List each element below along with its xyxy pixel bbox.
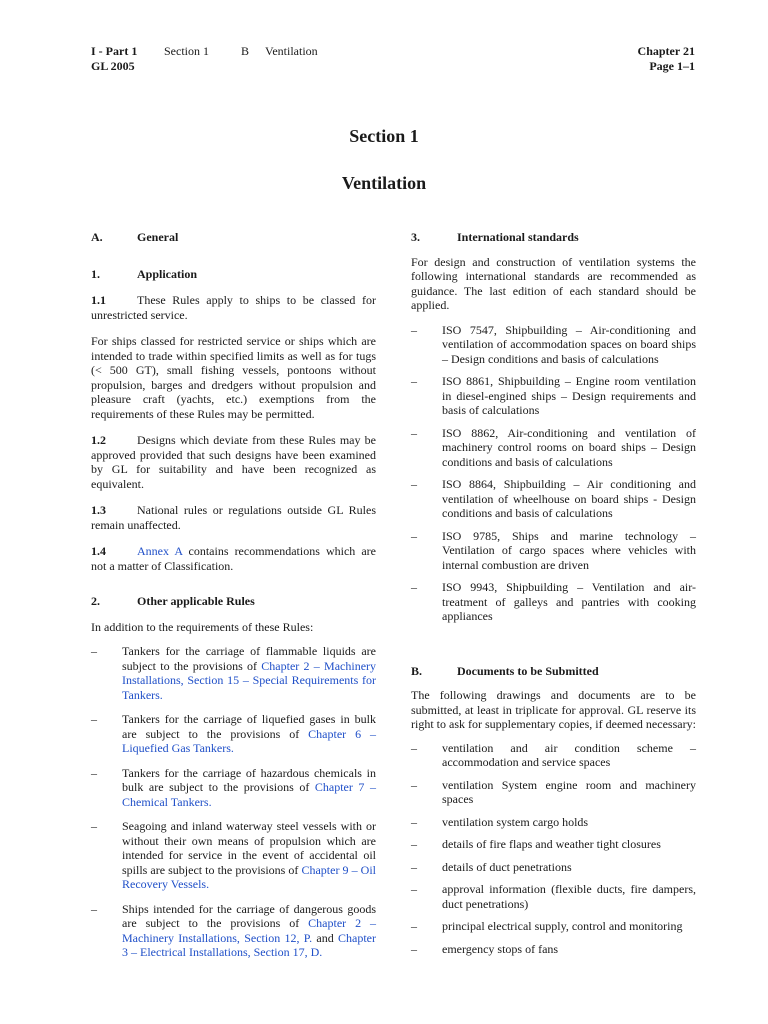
para-1-3: 1.3 National rules or regulations outside GL Rules remain unaffected. bbox=[91, 503, 376, 532]
list-item: – ISO 8864, Shipbuilding – Air conditioning and ventilation of wheelhouse on board ships - Design conditions and basis of calculations bbox=[411, 477, 696, 521]
header-subsection-title: Ventilation bbox=[265, 44, 318, 58]
list-item: – details of duct penetrations bbox=[411, 860, 696, 875]
list-item: – Tankers for the carriage of hazardous chemicals in bulk are subject to the provisions of Chapter 7 – Chemical Tankers. bbox=[91, 766, 376, 810]
list-item: – ventilation System engine room and machinery spaces bbox=[411, 778, 696, 807]
chapter-2-section-12-link[interactable]: Chapter 2 – Machinery Installations, Section 12, P. bbox=[122, 916, 376, 945]
list-item: – ventilation system cargo holds bbox=[411, 815, 696, 830]
running-header-left bbox=[91, 44, 318, 74]
chapter-7-link[interactable]: Chapter 7 – Chemical Tankers. bbox=[122, 780, 376, 809]
standards-intro: For design and construction of ventilation systems the following international standards are recommended as guidance. The last edition of each standard should be applied. bbox=[411, 254, 696, 312]
documents-intro: The following drawings and documents are to be submitted, at least in triplicate for approval. GL reserve its right to ask for supplementary copies, if deemed necessary: bbox=[411, 688, 696, 731]
right-column bbox=[411, 230, 696, 956]
annex-a-link[interactable]: Annex A bbox=[137, 544, 183, 558]
chapter-3-link[interactable]: Chapter 3 – Electrical Installations, Section 17, D. bbox=[122, 930, 376, 959]
standards-list bbox=[411, 323, 696, 624]
para-1-1: 1.1 These Rules apply to ships to be classed for unrestricted service. bbox=[91, 293, 376, 322]
list-item: – ISO 9943, Shipbuilding – Ventilation and air-treatment of galleys and pantries with cooking appliances bbox=[411, 580, 696, 624]
list-item: – ventilation and air condition scheme – accommodation and service spaces bbox=[411, 741, 696, 770]
header-section: Section 1 bbox=[164, 44, 209, 58]
list-item: – Seagoing and inland waterway steel vessels with or without their own means of propulsion which are intended for service in the event of accidental oil spills are subject to the provisions of Chapter 9 – Oil Recovery Vessels. bbox=[91, 819, 376, 892]
header-chapter: Chapter 21 bbox=[637, 44, 695, 58]
chapter-6-link[interactable]: Chapter 6 – Liquefied Gas Tankers. bbox=[122, 726, 376, 755]
list-item: – details of fire flaps and weather tight closures bbox=[411, 837, 696, 852]
list-item: – emergency stops of fans bbox=[411, 942, 696, 957]
list-item: – approval information (flexible ducts, fire dampers, duct penetrations) bbox=[411, 882, 696, 911]
heading-international-standards: 3. International standards bbox=[411, 230, 579, 244]
para-1-2: 1.2 Designs which deviate from these Rules may be approved provided that such designs have been examined by GL for suitability and have been recognized as equivalent. bbox=[91, 433, 376, 491]
chapter-2-link[interactable]: Chapter 2 – Machinery Installations, Section 15 – Special Requirements for Tankers. bbox=[122, 658, 377, 702]
documents-list bbox=[411, 741, 696, 957]
other-rules-list bbox=[91, 644, 376, 960]
heading-a-general: A. General bbox=[91, 230, 179, 244]
list-item: – ISO 9785, Ships and marine technology – Ventilation of cargo spaces where vehicles with internal combustion are driven bbox=[411, 529, 696, 573]
header-part: I - Part 1 bbox=[91, 44, 138, 58]
list-item: – ISO 8861, Shipbuilding – Engine room ventilation in diesel-engined ships – Design requirements and basis of calculations bbox=[411, 374, 696, 418]
running-header-right bbox=[638, 44, 695, 74]
heading-documents-submitted: B. Documents to be Submitted bbox=[411, 663, 599, 678]
list-item: – principal electrical supply, control and monitoring bbox=[411, 919, 696, 934]
header-subsection-letter: B bbox=[241, 44, 250, 58]
heading-application: 1. Application bbox=[91, 266, 198, 281]
para-1-1b: For ships classed for restricted service or ships which are intended to trade within specified limits as well as for tugs (< 500 GT), small fishing vessels, pontoons without propulsion, barges and dredgers without propulsion and pleasure craft (yachts, etc.) exemptions from the requirements of these Rules may be permitted. bbox=[91, 334, 376, 421]
list-item: – Tankers for the carriage of liquefied gases in bulk are subject to the provisions of Chapter 6 – Liquefied Gas Tankers. bbox=[91, 712, 376, 756]
list-item: – Ships intended for the carriage of dangerous goods are subject to the provisions of Chapter 2 – Machinery Installations, Section 12, P. and Chapter 3 – Electrical Installations, Section 17, D. bbox=[91, 902, 376, 960]
list-item: – ISO 8862, Air-conditioning and ventilation of machinery control rooms on board ships – Design conditions and basis of calculations bbox=[411, 426, 696, 470]
chapter-9-link[interactable]: Chapter 9 – Oil Recovery Vessels. bbox=[122, 862, 376, 891]
header-gl-year: GL 2005 bbox=[91, 59, 135, 73]
document-title: Ventilation bbox=[341, 173, 427, 193]
heading-other-rules: 2. Other applicable Rules bbox=[91, 594, 255, 608]
header-page: Page 1–1 bbox=[649, 59, 695, 73]
other-rules-intro: In addition to the requirements of these Rules: bbox=[91, 619, 314, 634]
list-item: – Tankers for the carriage of flammable liquids are subject to the provisions of Chapter 2 – Machinery Installations, Section 15 – Special Requirements for Tankers. bbox=[91, 644, 376, 702]
para-1-4: 1.4 Annex A contains recommendations which are not a matter of Classification. bbox=[91, 544, 376, 573]
section-title: Section 1 bbox=[349, 126, 419, 146]
left-column bbox=[91, 230, 376, 960]
list-item: – ISO 7547, Shipbuilding – Air-conditioning and ventilation of accommodation spaces on board ships – Design conditions and basis of calculations bbox=[411, 323, 696, 367]
